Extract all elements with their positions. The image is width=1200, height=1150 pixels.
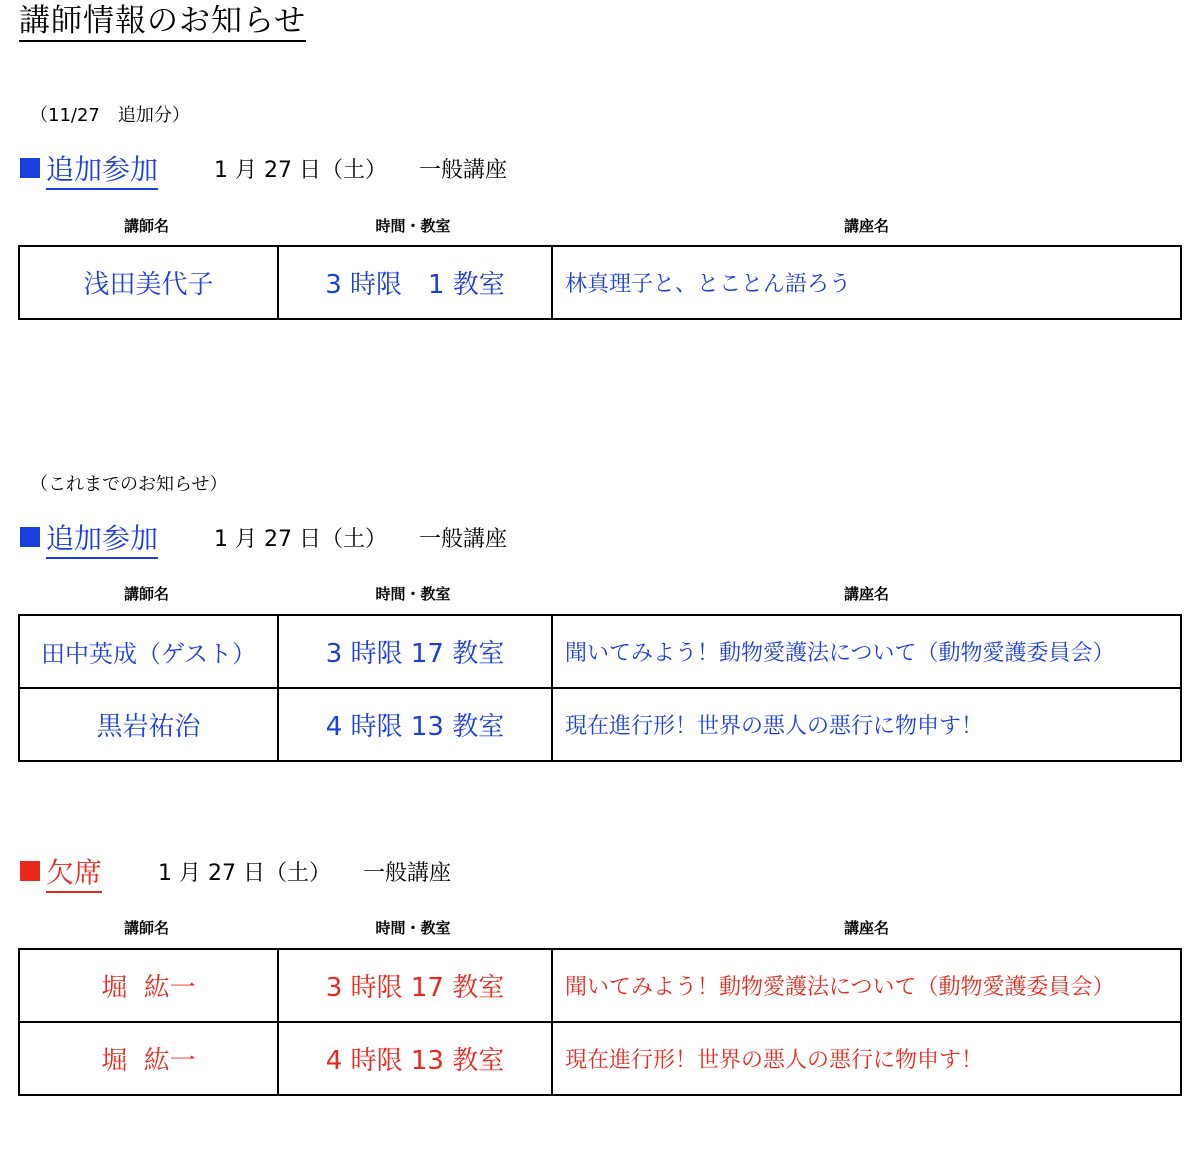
section-date: 1 月 27 日（土）: [214, 158, 387, 183]
red-square-icon: [20, 861, 40, 881]
time-room-cell: 3 時限 17 教室: [278, 615, 552, 688]
instructor-cell: 堀 紘一: [19, 1022, 278, 1095]
instructor-table-absent: [18, 948, 1182, 1096]
instructor-table-previous: [18, 614, 1182, 762]
section-course-type: 一般講座: [363, 861, 452, 886]
col-head-course: 講座名: [843, 217, 889, 235]
table-row: [19, 246, 1181, 319]
table-row: [19, 688, 1181, 761]
blue-square-icon: [20, 158, 40, 178]
table-row: [19, 1022, 1181, 1095]
instructor-cell: 浅田美代子: [19, 246, 278, 319]
instructor-cell: 堀 紘一: [19, 949, 278, 1022]
course-cell: 聞いてみよう！動物愛護法について（動物愛護委員会）: [552, 949, 1181, 1022]
col-head-instructor: 講師名: [123, 217, 169, 235]
col-head-time-room: 時間・教室: [375, 585, 451, 603]
section-heading-added-1: [20, 152, 507, 192]
page-title: 講師情報のお知らせ: [19, 2, 306, 42]
section-label: 追加参加: [46, 521, 158, 559]
section-date: 1 月 27 日（土）: [158, 861, 331, 886]
section-heading-added-2: [20, 521, 507, 561]
instructor-table-added: [18, 245, 1182, 320]
col-head-instructor: 講師名: [123, 585, 169, 603]
col-head-course: 講座名: [843, 919, 889, 937]
table-row: [19, 615, 1181, 688]
course-cell: 聞いてみよう！動物愛護法について（動物愛護委員会）: [552, 615, 1181, 688]
section-heading-absent: [20, 855, 451, 895]
table-row: [19, 949, 1181, 1022]
col-head-instructor: 講師名: [123, 919, 169, 937]
col-head-time-room: 時間・教室: [375, 217, 451, 235]
blue-square-icon: [20, 527, 40, 547]
course-cell: 林真理子と、とことん語ろう: [552, 246, 1181, 319]
previous-note: （これまでのお知らせ）: [30, 474, 228, 495]
section-date: 1 月 27 日（土）: [214, 527, 387, 552]
course-cell: 現在進行形！世界の悪人の悪行に物申す！: [552, 688, 1181, 761]
time-room-cell: 4 時限 13 教室: [278, 688, 552, 761]
time-room-cell: 4 時限 13 教室: [278, 1022, 552, 1095]
instructor-cell: 田中英成（ゲスト）: [19, 615, 278, 688]
instructor-cell: 黒岩祐治: [19, 688, 278, 761]
section-label: 欠席: [46, 855, 102, 893]
section-course-type: 一般講座: [419, 158, 508, 183]
section-label: 追加参加: [46, 152, 158, 190]
section-course-type: 一般講座: [419, 527, 508, 552]
time-room-cell: 3 時限 17 教室: [278, 949, 552, 1022]
col-head-course: 講座名: [843, 585, 889, 603]
course-cell: 現在進行形！世界の悪人の悪行に物申す！: [552, 1022, 1181, 1095]
col-head-time-room: 時間・教室: [375, 919, 451, 937]
added-note: （11/27 追加分）: [30, 105, 190, 126]
time-room-cell: 3 時限 1 教室: [278, 246, 552, 319]
